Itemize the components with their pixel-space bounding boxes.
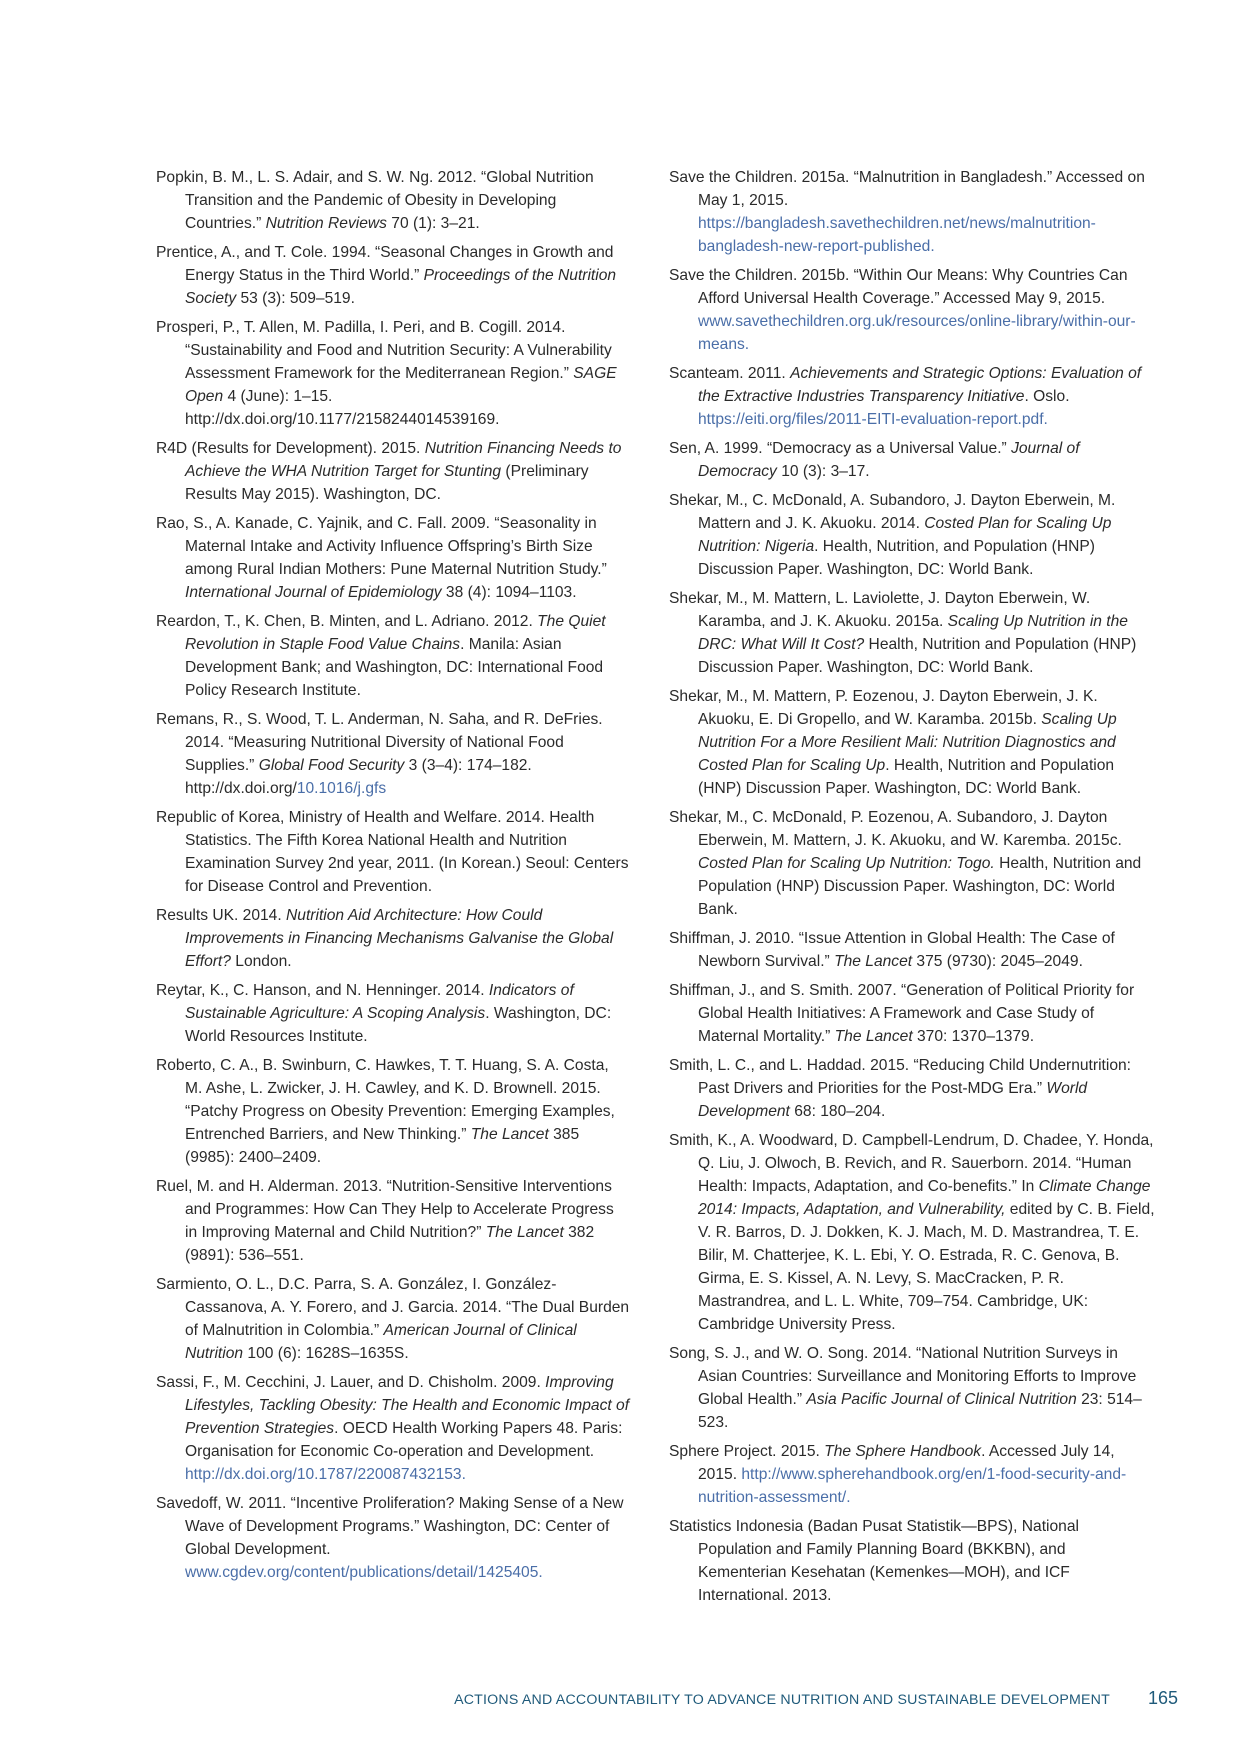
reference-text: 100 (6): 1628S–1635S. [243, 1345, 409, 1362]
reference-text: . Health, Nutrition and Population (HNP) Discussion Paper. Washington, DC: World Bank. [698, 757, 1115, 797]
reference-text: (Preliminary Results May 2015). Washington, DC. [185, 463, 589, 503]
reference-entry [156, 437, 630, 506]
reference-entry [669, 437, 1155, 483]
reference-entry [156, 1492, 630, 1584]
reference-entry [669, 166, 1155, 258]
reference-text: 4 (June): 1–15. http://dx.doi.org/10.1177/2158244014539169. [185, 388, 500, 428]
page-footer [0, 1686, 1240, 1716]
reference-text: Sassi, F., M. Cecchini, J. Lauer, and D. Chisholm. 2009. [156, 1374, 546, 1391]
reference-title: Costed Plan for Scaling Up Nutrition: Nigeria [698, 515, 1112, 555]
reference-text: Shekar, M., M. Mattern, P. Eozenou, J. Dayton Eberwein, J. K. Akuoku, E. Di Gropello, and W. Karamba. 2015b. [669, 688, 1098, 728]
reference-text: 53 (3): 509–519. [236, 290, 355, 307]
reference-title: The Lancet [470, 1126, 549, 1143]
reference-entry [669, 685, 1155, 800]
reference-text: 38 (4): 1094–1103. [441, 584, 577, 601]
reference-title: Achievements and Strategic Options: Evaluation of the Extractive Industries Transparency Initiative [698, 365, 1142, 405]
reference-text: Popkin, B. M., L. S. Adair, and S. W. Ng. 2012. “Global Nutrition Transition and the Pandemic of Obesity in Developing Countries.” [156, 169, 594, 232]
reference-title: Scaling Up Nutrition For a More Resilient Mali: Nutrition Diagnostics and Costed Plan for Scaling Up [698, 711, 1117, 774]
reference-entry [156, 979, 630, 1048]
reference-title: International Journal of Epidemiology [185, 584, 442, 601]
reference-entry [156, 1054, 630, 1169]
reference-title: Asia Pacific Journal of Clinical Nutrition [806, 1391, 1077, 1408]
reference-text: edited by C. B. Field, V. R. Barros, D. J. Dokken, K. J. Mach, M. D. Mastrandrea, T. E. Bilir, M. Chatterjee, K. L. Ebi, Y. O. Estrada, R. C. Genova, B. Girma, E. S. Kissel, A. N. Levy, S. MacCracken, P. R. Mastrandrea, and L. L. White, 709–754. Cambridge, UK: Cambridge University Press. [698, 1201, 1155, 1333]
reference-link[interactable]: https://bangladesh.savethechildren.net/news/malnutrition-bangladesh-new-report-published. [698, 215, 1096, 255]
reference-text: Save the Children. 2015b. “Within Our Means: Why Countries Can Afford Universal Health Coverage.” Accessed May 9, 2015. [669, 267, 1128, 307]
reference-text: Smith, K., A. Woodward, D. Campbell-Lendrum, D. Chadee, Y. Honda, Q. Liu, J. Olwoch, B. Revich, and R. Sauerborn. 2014. “Human Health: Impacts, Adaptation, and Co-benefits.” In [669, 1132, 1154, 1195]
reference-text: Results UK. 2014. [156, 907, 287, 924]
reference-text: . Accessed July 14, 2015. [698, 1443, 1115, 1483]
reference-text: . OECD Health Working Papers 48. Paris: Organisation for Economic Co-operation and Development. [185, 1420, 623, 1460]
reference-link[interactable]: 10.1016/j.gfs [296, 780, 387, 797]
reference-text: Scanteam. 2011. [669, 365, 791, 382]
reference-entry [669, 1440, 1155, 1509]
reference-link[interactable]: http://www.spherehandbook.org/en/1-food-security-and-nutrition-assessment/. [698, 1466, 1127, 1506]
reference-text: 385 (9985): 2400–2409. [185, 1126, 580, 1166]
reference-title: Nutrition Financing Needs to Achieve the WHA Nutrition Target for Stunting [185, 440, 622, 480]
reference-title: Improving Lifestyles, Tackling Obesity: The Health and Economic Impact of Prevention Strategies [185, 1374, 630, 1437]
reference-text: . Manila: Asian Development Bank; and Washington, DC: International Food Policy Research Institute. [185, 636, 604, 699]
reference-link[interactable]: www.cgdev.org/content/publications/detail/1425405. [185, 1564, 543, 1581]
reference-entry [156, 512, 630, 604]
reference-entry [156, 904, 630, 973]
reference-entry [156, 610, 630, 702]
reference-title: Global Food Security [258, 757, 405, 774]
reference-entry [669, 979, 1155, 1048]
reference-text: Save the Children. 2015a. “Malnutrition in Bangladesh.” Accessed on May 1, 2015. [669, 169, 1145, 209]
reference-text: Republic of Korea, Ministry of Health and Welfare. 2014. Health Statistics. The Fifth Korea National Health and Nutrition Examination Survey 2nd year, 2011. (In Korean.) Seoul: Centers for Disease Control and Prevention. [156, 809, 629, 895]
reference-entry [156, 708, 630, 800]
reference-entry [669, 1342, 1155, 1434]
reference-text: 382 (9891): 536–551. [185, 1224, 595, 1264]
reference-text: Rao, S., A. Kanade, C. Yajnik, and C. Fall. 2009. “Seasonality in Maternal Intake and Activity Influence Offspring’s Birth Size among Rural Indian Mothers: Pune Maternal Nutrition Study.” [156, 515, 607, 578]
reference-text: Shiffman, J. 2010. “Issue Attention in Global Health: The Case of Newborn Survival.” [669, 930, 1115, 970]
reference-title: Journal of Democracy [698, 440, 1080, 480]
reference-text: 10 (3): 3–17. [776, 463, 870, 480]
reference-title: The Lancet [834, 953, 913, 970]
reference-text: Shekar, M., C. McDonald, A. Subandoro, J. Dayton Eberwein, M. Mattern and J. K. Akuoku. 2014. [669, 492, 1116, 532]
reference-text: Sphere Project. 2015. [669, 1443, 825, 1460]
reference-entry [669, 264, 1155, 356]
reference-text: 3 (3–4): 174–182. http://dx.doi.org/ [185, 757, 532, 797]
reference-title: Indicators of Sustainable Agriculture: A Scoping Analysis [185, 982, 574, 1022]
reference-text: Shekar, M., C. McDonald, P. Eozenou, A. Subandoro, J. Dayton Eberwein, M. Mattern, J. K. Akuoku, and W. Karemba. 2015c. [669, 809, 1122, 849]
reference-text: . Oslo. [1024, 388, 1070, 405]
reference-text: . Washington, DC: World Resources Institute. [185, 1005, 612, 1045]
reference-text: Smith, L. C., and L. Haddad. 2015. “Reducing Child Undernutrition: Past Drivers and Priorities for the Post-MDG Era.” [669, 1057, 1132, 1097]
reference-link[interactable]: http://dx.doi.org/10.1787/220087432153. [185, 1466, 466, 1483]
reference-text: Reytar, K., C. Hanson, and N. Henninger. 2014. [156, 982, 489, 999]
reference-text: Ruel, M. and H. Alderman. 2013. “Nutrition-Sensitive Interventions and Programmes: How Can They Help to Accelerate Progress in Improving Maternal and Child Nutrition?” [156, 1178, 614, 1241]
reference-text: Song, S. J., and W. O. Song. 2014. “National Nutrition Surveys in Asian Countries: Surveillance and Monitoring Efforts to Improve Global Health.” [669, 1345, 1137, 1408]
reference-title: The Quiet Revolution in Staple Food Value Chains [185, 613, 606, 653]
reference-entry [669, 806, 1155, 921]
reference-text: Remans, R., S. Wood, T. L. Anderman, N. Saha, and R. DeFries. 2014. “Measuring Nutritional Diversity of National Food Supplies.” [156, 711, 603, 774]
reference-title: The Lancet [485, 1224, 564, 1241]
reference-text: 370: 1370–1379. [912, 1028, 1035, 1045]
references-right-column [669, 166, 1155, 1613]
reference-entry [669, 1515, 1155, 1607]
reference-title: SAGE Open [185, 365, 617, 405]
reference-text: Prentice, A., and T. Cole. 1994. “Seasonal Changes in Growth and Energy Status in the Third World.” [156, 244, 614, 284]
reference-text: Sarmiento, O. L., D.C. Parra, S. A. González, I. González-Cassanova, A. Y. Forero, and J. Garcia. 2014. “The Dual Burden of Malnutrition in Colombia.” [156, 1276, 630, 1339]
reference-entry [669, 362, 1155, 431]
references-left-column [156, 166, 630, 1590]
reference-text: 23: 514–523. [698, 1391, 1142, 1431]
reference-text: Roberto, C. A., B. Swinburn, C. Hawkes, T. T. Huang, S. A. Costa, M. Ashe, L. Zwicker, J. H. Cawley, and K. D. Brownell. 2015. “Patchy Progress on Obesity Prevention: Emerging Examples, Entrenched Barriers, and New Thinking.” [156, 1057, 615, 1143]
reference-entry [156, 166, 630, 235]
reference-title: The Sphere Handbook [824, 1443, 982, 1460]
reference-title: Nutrition Reviews [265, 215, 387, 232]
page-number: 165 [1147, 1688, 1178, 1708]
reference-title: American Journal of Clinical Nutrition [185, 1322, 577, 1362]
reference-text: Reardon, T., K. Chen, B. Minten, and L. Adriano. 2012. [156, 613, 538, 630]
reference-title: Costed Plan for Scaling Up Nutrition: Togo. [698, 855, 995, 872]
reference-text: 68: 180–204. [789, 1103, 886, 1120]
reference-entry [156, 806, 630, 898]
reference-entry [669, 1129, 1155, 1336]
reference-text: 375 (9730): 2045–2049. [912, 953, 1083, 970]
reference-text: 70 (1): 3–21. [386, 215, 480, 232]
reference-entry [156, 316, 630, 431]
reference-text: . Health, Nutrition, and Population (HNP) Discussion Paper. Washington, DC: World Bank. [698, 538, 1095, 578]
reference-title: Climate Change 2014: Impacts, Adaptation, and Vulnerability, [698, 1178, 1151, 1218]
reference-text: R4D (Results for Development). 2015. [156, 440, 425, 457]
reference-title: The Lancet [834, 1028, 913, 1045]
reference-entry [156, 1273, 630, 1365]
reference-text: Health, Nutrition and Population (HNP) Discussion Paper. Washington, DC: World Bank. [698, 636, 1137, 676]
reference-title: Proceedings of the Nutrition Society [185, 267, 617, 307]
reference-text: Shiffman, J., and S. Smith. 2007. “Generation of Political Priority for Global Health Initiatives: A Framework and Case Study of Maternal Mortality.” [669, 982, 1135, 1045]
running-footer-title: ACTIONS AND ACCOUNTABILITY TO ADVANCE NUTRITION AND SUSTAINABLE DEVELOPMENT [454, 1692, 1110, 1708]
reference-link[interactable]: https://eiti.org/files/2011-EITI-evaluation-report.pdf. [698, 411, 1048, 428]
reference-link[interactable]: www.savethechildren.org.uk/resources/online-library/within-our-means. [698, 313, 1136, 353]
reference-text: Sen, A. 1999. “Democracy as a Universal Value.” [669, 440, 1012, 457]
reference-entry [669, 927, 1155, 973]
reference-title: Nutrition Aid Architecture: How Could Improvements in Financing Mechanisms Galvanise the Global Effort? [185, 907, 614, 970]
reference-text: Statistics Indonesia (Badan Pusat Statistik—BPS), National Population and Family Planning Board (BKKBN), and Kementerian Kesehatan (Kemenkes—MOH), and ICF International. 2013. [669, 1518, 1079, 1604]
reference-title: World Development [698, 1080, 1088, 1120]
reference-text: Health, Nutrition and Population (HNP) Discussion Paper. Washington, DC: World Bank. [698, 855, 1142, 918]
reference-text: Savedoff, W. 2011. “Incentive Proliferation? Making Sense of a New Wave of Development Programs.” Washington, DC: Center of Global Development. [156, 1495, 624, 1558]
reference-entry [669, 587, 1155, 679]
reference-entry [156, 1175, 630, 1267]
reference-text: London. [230, 953, 292, 970]
reference-entry [669, 1054, 1155, 1123]
reference-entry [669, 489, 1155, 581]
reference-text: Prosperi, P., T. Allen, M. Padilla, I. Peri, and B. Cogill. 2014. “Sustainability and Food and Nutrition Security: A Vulnerability Assessment Framework for the Mediterranean Region.” [156, 319, 612, 382]
reference-entry [156, 1371, 630, 1486]
reference-text: Shekar, M., M. Mattern, L. Laviolette, J. Dayton Eberwein, W. Karamba, and J. K. Akuoku. 2015a. [669, 590, 1091, 630]
reference-entry [156, 241, 630, 310]
reference-title: Scaling Up Nutrition in the DRC: What Will It Cost? [698, 613, 1128, 653]
